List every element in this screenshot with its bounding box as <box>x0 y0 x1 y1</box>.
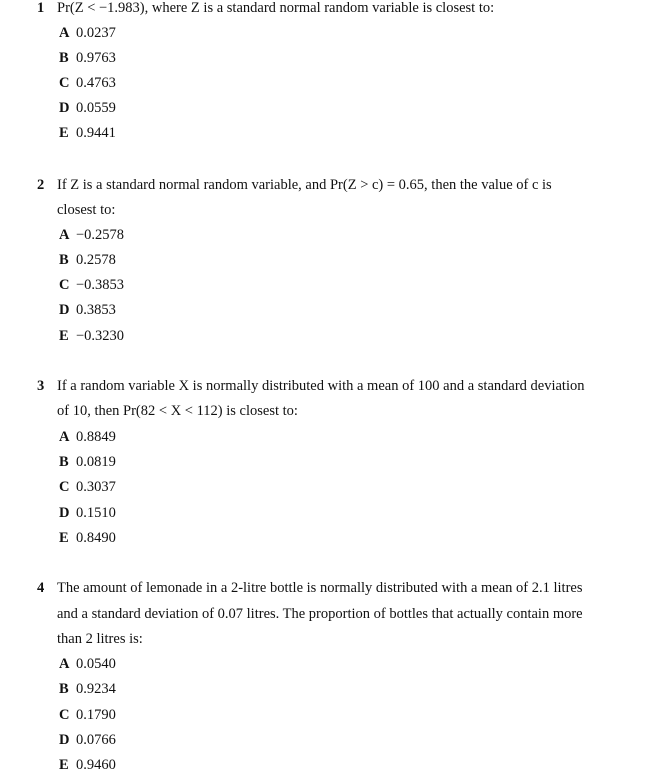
question-number: 4 <box>37 580 45 596</box>
question-text: of 10, then Pr(82 < X < 112) is closest to: <box>57 403 298 419</box>
option-letter: A <box>59 227 70 243</box>
answer-option-e[interactable] <box>59 327 124 345</box>
option-letter: E <box>59 757 69 773</box>
option-value: 0.8849 <box>76 429 116 445</box>
answer-option-b[interactable] <box>59 49 116 67</box>
option-letter: D <box>59 732 70 748</box>
option-value: 0.0766 <box>76 732 116 748</box>
option-letter: C <box>59 277 70 293</box>
option-letter: B <box>59 252 69 268</box>
option-letter: E <box>59 125 69 141</box>
option-letter: B <box>59 50 69 66</box>
option-value: 0.0540 <box>76 656 116 672</box>
question-text: If Z is a standard normal random variable, and Pr(Z > c) = 0.65, then the value of c is <box>57 177 552 193</box>
option-letter: B <box>59 681 69 697</box>
question-text: Pr(Z < −1.983), where Z is a standard normal random variable is closest to: <box>57 0 495 16</box>
option-letter: C <box>59 75 70 91</box>
option-letter: A <box>59 429 70 445</box>
option-value: 0.9441 <box>76 125 116 141</box>
option-value: 0.3853 <box>76 302 116 318</box>
answer-option-b[interactable] <box>59 680 116 698</box>
question-number: 2 <box>37 177 45 193</box>
answer-option-c[interactable] <box>59 478 116 496</box>
answer-option-a[interactable] <box>59 655 116 673</box>
answer-option-c[interactable] <box>59 74 116 92</box>
option-value: −0.3230 <box>76 328 125 344</box>
option-value: 0.1790 <box>76 707 116 723</box>
question-number: 3 <box>37 378 45 394</box>
answer-option-c[interactable] <box>59 276 124 294</box>
answer-option-a[interactable] <box>59 24 116 42</box>
answer-option-d[interactable] <box>59 504 116 522</box>
answer-option-d[interactable] <box>59 731 116 749</box>
answer-option-e[interactable] <box>59 124 116 142</box>
option-value: 0.8490 <box>76 530 116 546</box>
option-value: −0.3853 <box>76 277 125 293</box>
answer-option-a[interactable] <box>59 428 116 446</box>
answer-option-c[interactable] <box>59 706 116 724</box>
option-value: 0.9234 <box>76 681 116 697</box>
option-value: 0.0559 <box>76 100 116 116</box>
option-letter: C <box>59 479 70 495</box>
answer-option-a[interactable] <box>59 226 124 244</box>
option-value: 0.3037 <box>76 479 116 495</box>
option-letter: D <box>59 302 70 318</box>
option-value: 0.0237 <box>76 25 116 41</box>
answer-option-d[interactable] <box>59 301 116 319</box>
option-value: −0.2578 <box>76 227 125 243</box>
question-text: If a random variable X is normally distributed with a mean of 100 and a standard deviation <box>57 378 585 394</box>
option-letter: B <box>59 454 69 470</box>
answer-option-e[interactable] <box>59 529 116 547</box>
question-text: than 2 litres is: <box>57 631 143 647</box>
question-text: The amount of lemonade in a 2-litre bottle is normally distributed with a mean of 2.1 litres <box>57 580 583 596</box>
answer-option-b[interactable] <box>59 251 116 269</box>
option-value: 0.9460 <box>76 757 116 773</box>
question-text: and a standard deviation of 0.07 litres. The proportion of bottles that actually contain more <box>57 606 583 622</box>
option-letter: A <box>59 25 70 41</box>
option-letter: E <box>59 328 69 344</box>
option-letter: D <box>59 505 70 521</box>
option-value: 0.1510 <box>76 505 116 521</box>
option-value: 0.2578 <box>76 252 116 268</box>
question-number: 1 <box>37 0 45 16</box>
answer-option-e[interactable] <box>59 756 116 774</box>
option-value: 0.4763 <box>76 75 116 91</box>
option-value: 0.9763 <box>76 50 116 66</box>
question-text: closest to: <box>57 202 116 218</box>
option-letter: E <box>59 530 69 546</box>
option-letter: C <box>59 707 70 723</box>
option-value: 0.0819 <box>76 454 116 470</box>
option-letter: D <box>59 100 70 116</box>
answer-option-d[interactable] <box>59 99 116 117</box>
option-letter: A <box>59 656 70 672</box>
answer-option-b[interactable] <box>59 453 116 471</box>
